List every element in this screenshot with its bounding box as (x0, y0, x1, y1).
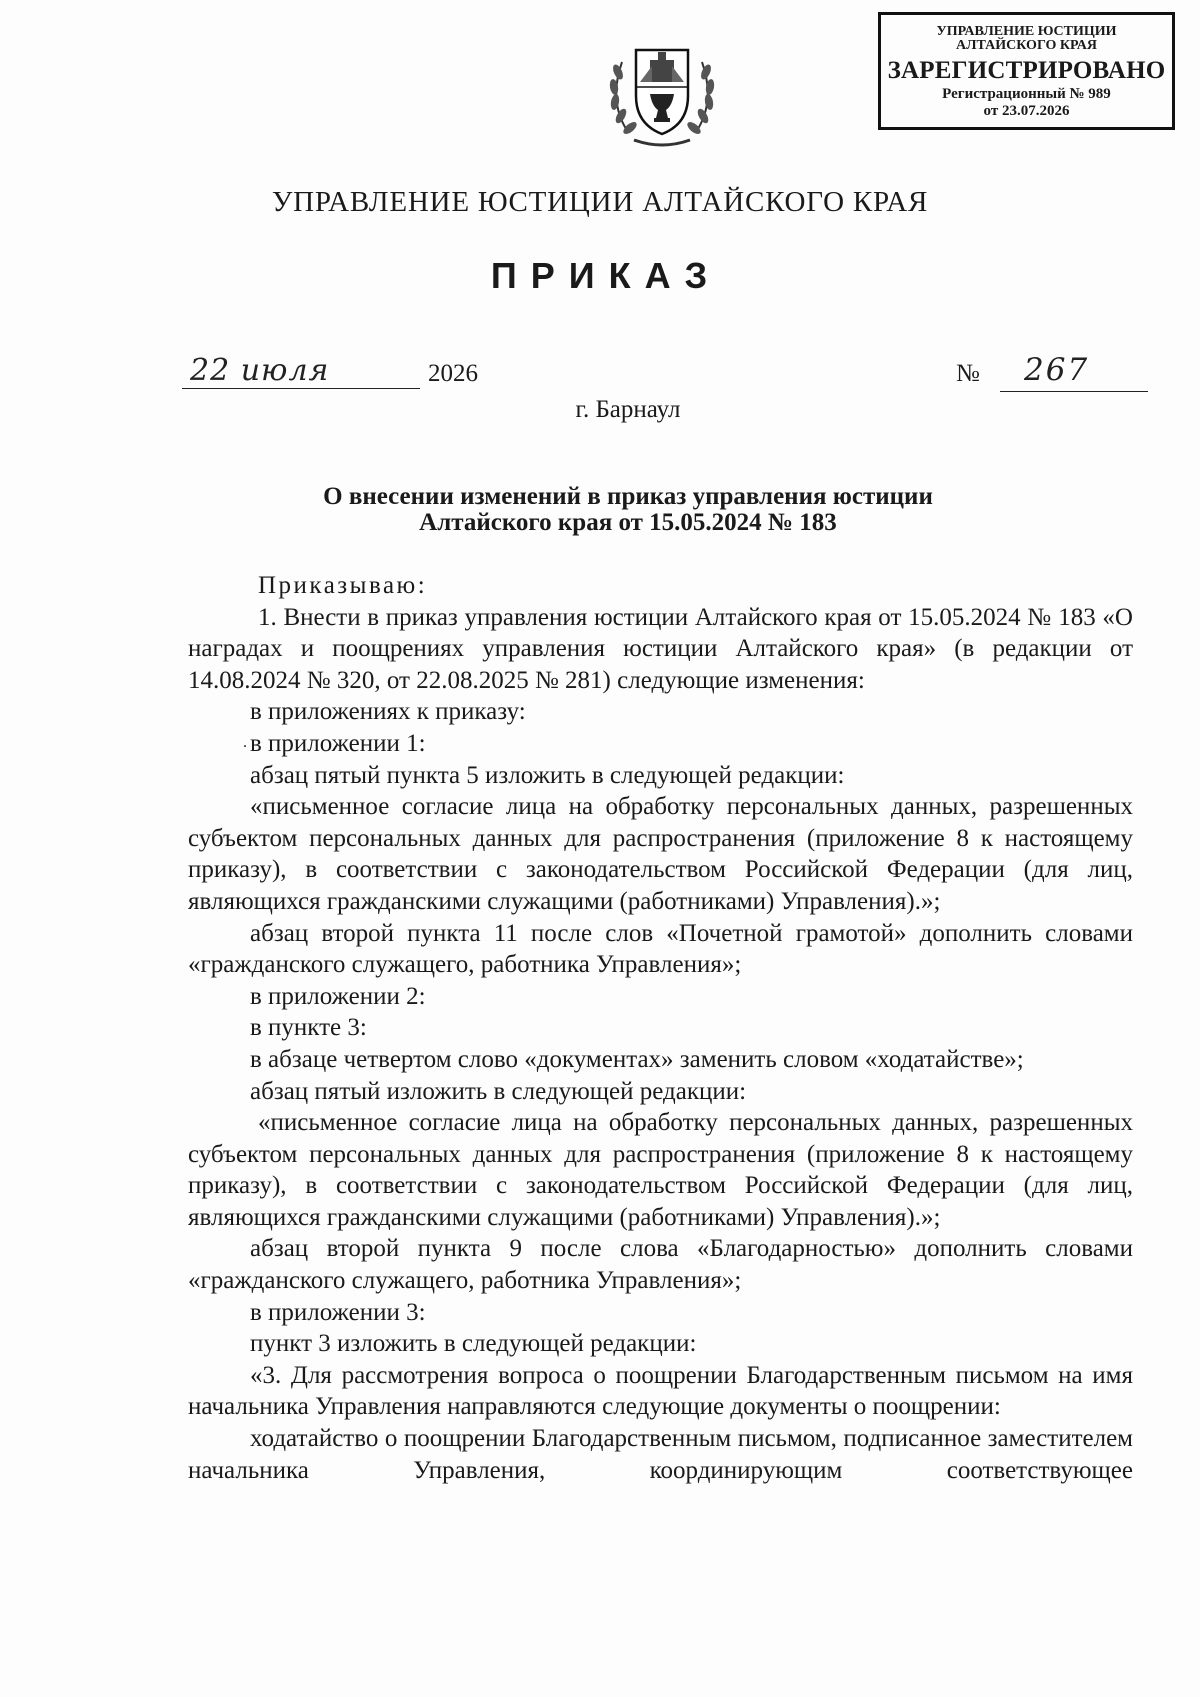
body-paragraph: «письменное согласие лица на обработку персональных данных, разрешенных субъектом персональных данных для распространения (приложение 8 к настоящему приказу), в соответствии с законодательством Российской Федерации (для лиц, являющихся гражданскими служащими (работниками) Управления).»; (188, 1109, 1133, 1231)
body-paragraph: абзац пятый пункта 5 изложить в следующей редакции: (250, 761, 845, 789)
body-paragraph: Приказываю: (258, 572, 428, 599)
altai-krai-coat-of-arms-icon (600, 32, 724, 152)
city-name: г. Барнаул (575, 396, 681, 423)
body-paragraph: абзац пятый изложить в следующей редакции: (250, 1077, 747, 1105)
subject-line-1: О внесении изменений в приказ управления юстиции (323, 483, 933, 510)
order-body (188, 570, 1133, 1486)
organization-name: УПРАВЛЕНИЕ ЮСТИЦИИ АЛТАЙСКОГО КРАЯ (271, 186, 929, 218)
body-paragraph: абзац второй пункта 9 после слова «Благодарностью» дополнить словами «гражданского служащего, работника Управления»; (188, 1235, 1133, 1295)
handwritten-date: 22 июля (190, 353, 330, 388)
date-underline (182, 388, 420, 389)
order-subject (0, 484, 1200, 536)
body-paragraph: в приложениях к приказу: (250, 698, 526, 726)
subject-line-2: Алтайского края от 15.05.2024 № 183 (419, 509, 837, 536)
body-paragraph: абзац второй пункта 11 после слов «Почетной грамотой» дополнить словами «гражданского служащего, работника Управления»; (188, 919, 1133, 979)
body-paragraph: в приложении 2: (250, 982, 426, 1010)
body-paragraph: в приложении 3: (250, 1298, 426, 1326)
stamp-org-line-2: АЛТАЙСКОГО КРАЯ (955, 38, 1098, 53)
body-paragraph: в пункте 3: (250, 1014, 367, 1042)
registration-stamp (878, 12, 1175, 130)
number-underline (1000, 391, 1148, 392)
body-paragraph: ходатайство о поощрении Благодарственным письмом, подписанное заместителем начальника Управления, координирующим соответствующее (188, 1425, 1133, 1484)
stamp-reg-number: Регистрационный № 989 (942, 86, 1111, 102)
body-paragraph: 1. Внести в приказ управления юстиции Алтайского края от 15.05.2024 № 183 «О наградах и поощрениях управления юстиции Алтайского края» (в редакции от 14.08.2024 № 320, от 22.08.2025 № 281) следующие изменения: (188, 603, 1133, 694)
order-year: 2026 (428, 360, 478, 387)
number-sign: № (956, 360, 980, 387)
stamp-reg-date: от 23.07.2026 (983, 103, 1070, 119)
stray-mark: . (243, 734, 247, 751)
document-type-title: ПРИКАЗ (490, 255, 722, 296)
handwritten-order-number: 267 (1024, 352, 1090, 388)
body-paragraph: «письменное согласие лица на обработку персональных данных, разрешенных субъектом персональных данных для распространения (приложение 8 к настоящему приказу), в соответствии с законодательством Российской Федерации (для лиц, являющихся гражданскими служащими (работниками) Управления).»; (188, 793, 1133, 915)
body-paragraph: в абзаце четвертом слово «документах» заменить словом «ходатайстве»; (250, 1045, 1024, 1073)
stamp-org-line-1: УПРАВЛЕНИЕ ЮСТИЦИИ (936, 24, 1117, 39)
body-paragraph: в приложении 1: (250, 729, 426, 757)
body-paragraph: пункт 3 изложить в следующей редакции: (250, 1330, 697, 1358)
body-paragraph: «3. Для рассмотрения вопроса о поощрении Благодарственным письмом на имя начальника Управления направляются следующие документы о поощрении: (188, 1361, 1133, 1421)
stamp-status: ЗАРЕГИСТРИРОВАНО (887, 57, 1166, 84)
